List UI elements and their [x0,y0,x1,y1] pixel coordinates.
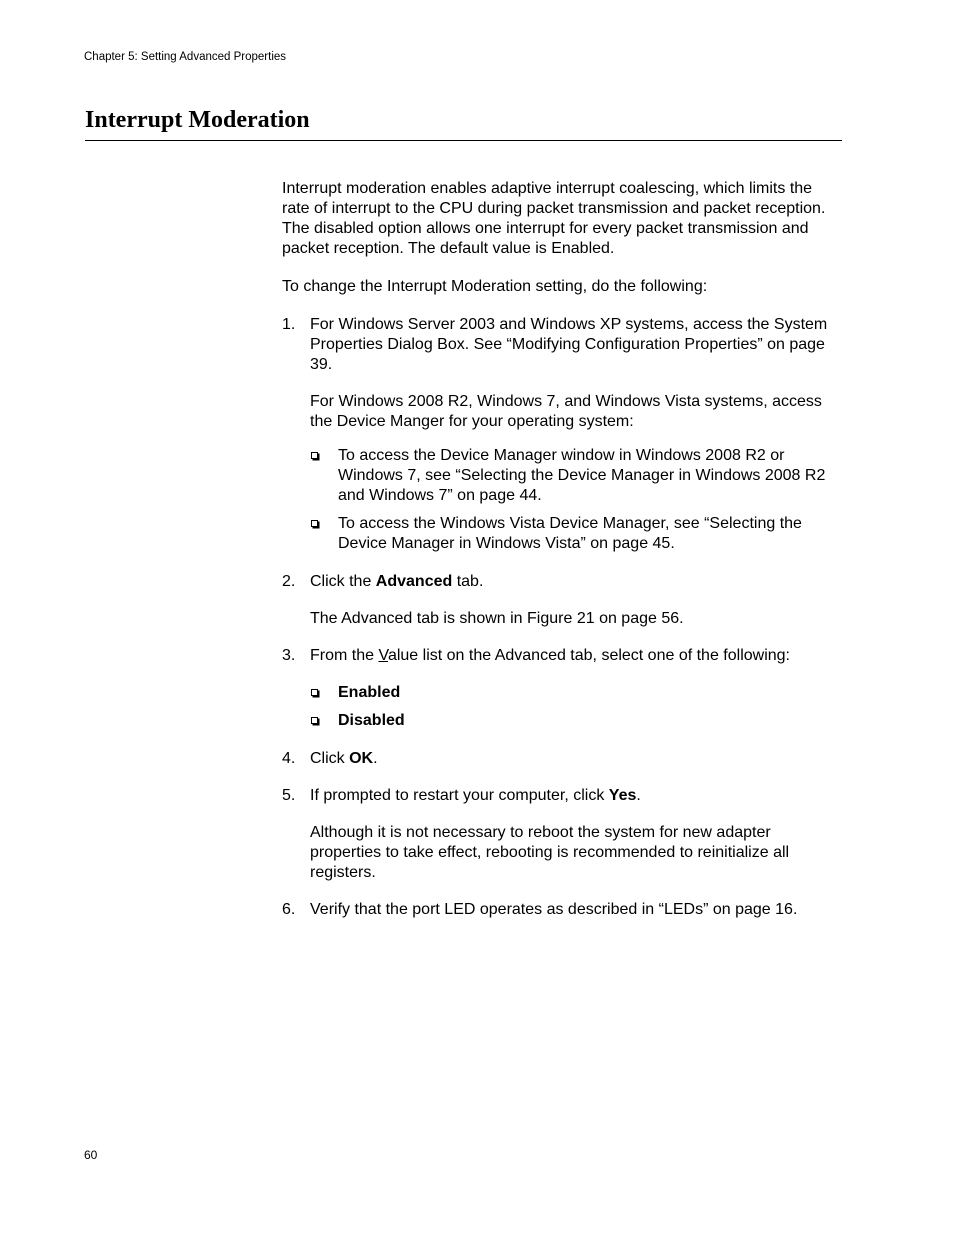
checkbox-bullet-icon [311,689,318,696]
step-3 [282,646,844,731]
step-number: 1. [282,316,296,333]
section-body [282,179,844,937]
checkbox-bullet-icon [311,452,318,459]
running-header: Chapter 5: Setting Advanced Properties [84,51,287,63]
step-number: 6. [282,901,296,918]
option-list [310,683,844,731]
step-note: The Advanced tab is shown in Figure 21 on page 56. [310,610,684,627]
step-1 [282,315,844,554]
step-number: 2. [282,573,296,590]
step-text: Click OK. [310,750,378,767]
ui-label-ok: OK [349,750,374,767]
step-text: If prompted to restart your computer, click Yes. [310,787,641,804]
section-title: Interrupt Moderation [85,107,310,133]
page-number: 60 [84,1148,98,1162]
title-rule [85,140,842,141]
option-item: Disabled [310,711,844,731]
step-number: 3. [282,647,296,664]
step-note: Although it is not necessary to reboot the system for new adapter properties to take effect, rebooting is recommended to reinitialize all registers. [310,824,790,881]
bullet-list [310,446,844,554]
step-6 [282,900,844,920]
step-number: 4. [282,750,296,767]
list-item: To access the Device Manager window in Windows 2008 R2 or Windows 7, see “Selecting the Device Manager in Windows 2008 R2 and Windows 7” on page 44. [310,446,844,506]
step-text: For Windows Server 2003 and Windows XP systems, access the System Properties Dialog Box. See “Modifying Configuration Properties” on page 39. [310,316,828,373]
checkbox-bullet-icon [311,520,318,527]
ui-label-yes: Yes [608,787,637,804]
instructions-lead: To change the Interrupt Moderation setting, do the following: [282,278,708,295]
intro-paragraph: Interrupt moderation enables adaptive interrupt coalescing, which limits the rate of interrupt to the CPU during packet transmission and packet reception. The disabled option allows one interrupt for every packet transmission and packet reception. The default value is Enabled. [282,180,826,257]
option-item: Enabled [310,683,844,703]
step-4 [282,749,844,769]
step-number: 5. [282,787,296,804]
checkbox-bullet-icon [311,717,318,724]
step-2 [282,572,844,629]
step-text: From the Value list on the Advanced tab, select one of the following: [310,647,790,664]
step-note: For Windows 2008 R2, Windows 7, and Windows Vista systems, access the Device Manger for your operating system: [310,393,822,430]
list-item: To access the Windows Vista Device Manager, see “Selecting the Device Manager in Windows Vista” on page 45. [310,514,844,554]
step-text: Verify that the port LED operates as described in “LEDs” on page 16. [310,901,798,918]
step-text: Click the Advanced tab. [310,573,484,590]
ui-label-advanced: Advanced [375,573,453,590]
step-5 [282,786,844,883]
